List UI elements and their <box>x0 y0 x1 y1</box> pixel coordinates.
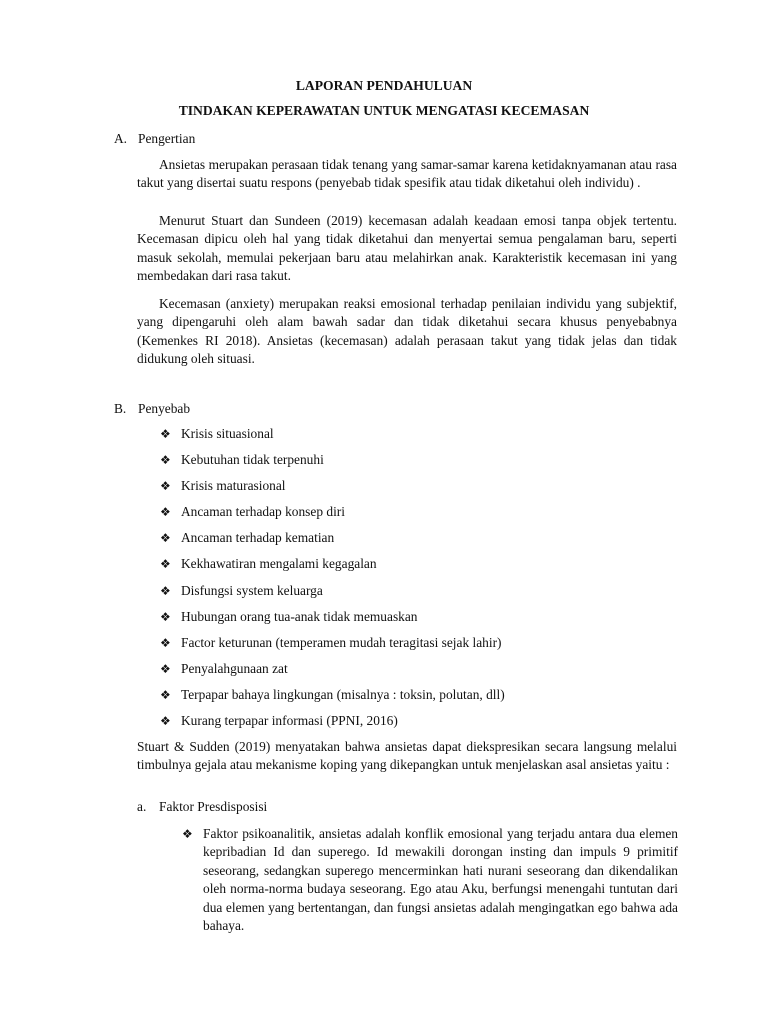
diamond-bullet-icon: ❖ <box>160 557 171 572</box>
list-item <box>160 609 505 635</box>
document-title: LAPORAN PENDAHULUAN <box>295 78 473 93</box>
section-a-heading <box>114 131 195 147</box>
list-item-text: Krisis maturasional <box>181 478 286 494</box>
causes-list <box>160 426 505 739</box>
list-item <box>160 635 505 661</box>
diamond-bullet-icon: ❖ <box>160 714 171 729</box>
diamond-bullet-icon: ❖ <box>160 583 171 598</box>
diamond-bullet-icon: ❖ <box>160 661 171 676</box>
list-item-text: Kekhawatiran mengalami kegagalan <box>181 556 377 572</box>
list-item-text: Faktor psikoanalitik, ansietas adalah konflik emosional yang terjadu antara dua elemen kepribadian Id dan superego. Id mewakili dorongan insting dan impuls 9 primitif seseorang, sedangkan superego mencerminkan hati nurani seseorang dan dikendalikan oleh norma-norma budaya seseorang. Ego atau Aku, berfungsi menengahi tuntutan dari dua elemen yang bertentangan, dan fungsi ansietas adalah mengingatkan ego bahwa ada bahaya. <box>203 826 678 934</box>
list-item <box>160 452 505 478</box>
diamond-bullet-icon: ❖ <box>182 827 193 841</box>
diamond-bullet-icon: ❖ <box>160 687 171 702</box>
list-item <box>182 825 678 935</box>
list-item <box>160 556 505 582</box>
subsection-a-title: Faktor Presdisposisi <box>159 799 268 814</box>
paragraph: Stuart & Sudden (2019) menyatakan bahwa ansietas dapat diekspresikan secara langsung melalui timbulnya gejala atau mekanisme koping yang dikepangkan untuk menjelaskan asal ansietas yaitu : <box>137 739 677 773</box>
list-item <box>160 713 505 739</box>
list-item-text: Hubungan orang tua-anak tidak memuaskan <box>181 608 418 624</box>
list-item <box>160 426 505 452</box>
list-item-text: Ancaman terhadap konsep diri <box>181 504 345 520</box>
list-item <box>160 478 505 504</box>
paragraph: Ansietas merupakan perasaan tidak tenang yang samar-samar karena ketidaknyamanan atau rasa takut yang disertai suatu respons (penyebab tidak spesifik atau tidak diketahui oleh individu) . <box>137 157 677 191</box>
subsection-a-number: a. <box>137 799 147 814</box>
paragraph: Menurut Stuart dan Sundeen (2019) kecemasan adalah keadaan emosi tanpa objek tertentu. Kecemasan dipicu oleh hal yang tidak diketahui dan menyertai semua pengalaman baru, seperti masuk sekolah, memulai pekerjaan baru atau melahirkan anak. Karakteristik kecemasan ini yang membedakan dari rasa takut. <box>137 213 677 284</box>
section-b-heading <box>114 401 190 417</box>
section-a-number: A. <box>114 131 128 146</box>
list-item <box>160 504 505 530</box>
diamond-bullet-icon: ❖ <box>160 609 171 624</box>
diamond-bullet-icon: ❖ <box>160 531 171 546</box>
list-item-text: Ancaman terhadap kematian <box>181 530 335 546</box>
list-item <box>160 687 505 713</box>
diamond-bullet-icon: ❖ <box>160 427 171 441</box>
document-subtitle: TINDAKAN KEPERAWATAN UNTUK MENGATASI KECEMASAN <box>178 103 590 118</box>
diamond-bullet-icon: ❖ <box>160 505 171 520</box>
section-b-number: B. <box>114 401 127 416</box>
paragraph: Kecemasan (anxiety) merupakan reaksi emosional terhadap penilaian individu yang subjektif, yang dipengaruhi oleh alam bawah sadar dan tidak diketahui secara khusus penyebabnya (Kemenkes RI 2018). Ansietas (kecemasan) adalah perasaan takut yang tidak jelas dan tidak didukung oleh situasi. <box>137 296 677 367</box>
list-item-text: Kurang terpapar informasi (PPNI, 2016) <box>181 713 398 729</box>
list-item-text: Krisis situasional <box>181 426 274 441</box>
subsection-a-heading <box>137 799 267 815</box>
list-item <box>160 583 505 609</box>
section-a-title: Pengertian <box>138 131 196 146</box>
list-item <box>160 661 505 687</box>
list-item-text: Kebutuhan tidak terpenuhi <box>181 452 324 468</box>
list-item-text: Penyalahgunaan zat <box>181 660 288 676</box>
list-item <box>160 530 505 556</box>
section-b-title: Penyebab <box>138 401 191 416</box>
diamond-bullet-icon: ❖ <box>160 635 171 650</box>
list-item-text: Disfungsi system keluarga <box>181 582 323 598</box>
diamond-bullet-icon: ❖ <box>160 453 171 468</box>
list-item-text: Terpapar bahaya lingkungan (misalnya : toksin, polutan, dll) <box>181 686 505 702</box>
list-item-text: Factor keturunan (temperamen mudah teragitasi sejak lahir) <box>181 634 502 650</box>
diamond-bullet-icon: ❖ <box>160 479 171 494</box>
